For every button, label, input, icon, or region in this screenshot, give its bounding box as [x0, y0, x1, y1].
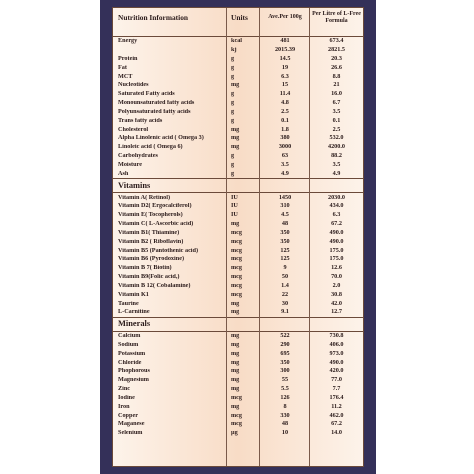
- value-per-100g: 14.5: [279, 55, 291, 62]
- nutrient-unit: mg: [231, 359, 240, 366]
- nutrient-unit: mcg: [231, 412, 242, 419]
- value-per-100g: 3000: [278, 144, 292, 151]
- table-row: [113, 37, 363, 46]
- nutrient-unit: mg: [231, 368, 240, 375]
- nutrient-unit: g: [231, 55, 235, 62]
- table-row: [113, 220, 363, 229]
- nutrient-unit: g: [231, 108, 235, 115]
- nutrient-unit: mcg: [231, 421, 242, 428]
- value-per-litre: 3.5: [332, 161, 341, 168]
- table-row: [113, 308, 363, 317]
- value-per-litre: 434.0: [329, 203, 344, 210]
- value-per-litre: 7.7: [332, 386, 341, 393]
- value-per-100g: 350: [280, 238, 290, 245]
- value-per-100g: 380: [280, 135, 290, 142]
- nutrient-unit: g: [231, 91, 235, 98]
- nutrient-unit: mg: [231, 386, 240, 393]
- value-per-100g: 125: [280, 256, 290, 263]
- table-header: [113, 8, 363, 37]
- nutrient-unit: mcg: [231, 238, 242, 245]
- nutrient-name: Linoleic acid ( Omega 6): [118, 144, 183, 151]
- nutrient-unit: g: [231, 100, 235, 107]
- nutrient-name: Sodium: [118, 341, 139, 348]
- table-row: [113, 429, 363, 438]
- value-per-100g: 6.3: [281, 73, 289, 80]
- nutrient-unit: mcg: [231, 274, 242, 281]
- nutrient-name: Alpha Linolenic acid ( Omega 3): [118, 135, 204, 142]
- nutrient-unit: mg: [231, 309, 240, 316]
- value-per-litre: 175.0: [329, 256, 344, 263]
- value-per-100g: 1450: [278, 194, 292, 201]
- nutrient-unit: g: [231, 161, 235, 168]
- nutrient-name: Phophorous: [118, 368, 150, 375]
- nutrient-name: Fat: [118, 64, 127, 71]
- nutrient-unit: mg: [231, 341, 240, 348]
- section-title: Minerals: [118, 320, 151, 329]
- value-per-litre: 77.0: [331, 377, 342, 384]
- value-per-100g: 290: [280, 341, 290, 348]
- value-per-100g: 22: [281, 291, 289, 298]
- nutrient-name: Saturated Fatty acids: [118, 91, 175, 98]
- nutrient-name: Cholesterol: [118, 126, 149, 133]
- table-row: [113, 411, 363, 420]
- table-row: [113, 420, 363, 429]
- nutrient-name: Trans fatty acids: [118, 117, 163, 124]
- value-per-100g: 330: [280, 412, 290, 419]
- table-row: [113, 99, 363, 108]
- value-per-100g: 48: [281, 421, 289, 428]
- table-row: [113, 385, 363, 394]
- nutrient-name: Vitamin A( Retinol): [118, 194, 171, 201]
- value-per-100g: 481: [280, 38, 290, 45]
- value-per-100g: 9: [283, 265, 287, 272]
- value-per-100g: 2015.39: [274, 47, 296, 54]
- nutrient-name: Vitamin D2( Ergocalciferol): [118, 203, 192, 210]
- value-per-100g: 4.9: [281, 170, 289, 177]
- table-row: [113, 264, 363, 273]
- nutrient-name: Vitamin C( L-Ascorbic acid): [118, 221, 194, 228]
- table-row: [113, 116, 363, 125]
- value-per-100g: 5.5: [281, 386, 289, 393]
- value-per-100g: 350: [280, 359, 290, 366]
- value-per-100g: 3.5: [281, 161, 289, 168]
- section-title: Vitamins: [118, 181, 151, 190]
- column-divider: [226, 8, 227, 466]
- value-per-litre: 21: [333, 82, 340, 89]
- value-per-100g: 300: [280, 368, 290, 375]
- nutrition-table: [112, 7, 364, 467]
- value-per-litre: 26.6: [331, 64, 342, 71]
- value-per-litre: 30.8: [331, 291, 342, 298]
- table-row: [113, 402, 363, 411]
- nutrient-unit: mcg: [231, 229, 242, 236]
- value-per-litre: 6.7: [332, 100, 341, 107]
- table-row: [113, 246, 363, 255]
- value-per-litre: 12.6: [331, 265, 342, 272]
- value-per-100g: 126: [280, 394, 290, 401]
- value-per-litre: 11.2: [331, 403, 342, 410]
- value-per-litre: 70.0: [331, 274, 342, 281]
- table-row: [113, 81, 363, 90]
- nutrient-unit: g: [231, 73, 235, 80]
- nutrient-name: Vitamin B5 (Pantothenic acid): [118, 247, 199, 254]
- table-body: [113, 37, 363, 438]
- section-heading: [113, 317, 363, 332]
- value-per-litre: 2.5: [332, 126, 341, 133]
- nutrient-name: Nucleotides: [118, 82, 149, 89]
- nutrient-unit: mcg: [231, 282, 242, 289]
- nutrient-unit: kj: [231, 47, 237, 54]
- nutrient-name: Energy: [118, 38, 138, 45]
- nutrient-name: Vitamin B2 ( Riboflavin): [118, 238, 184, 245]
- header-value-per-litre: Per Litre of L-Free Formula: [312, 11, 361, 24]
- nutrient-name: Moisture: [118, 161, 142, 168]
- table-row: [113, 332, 363, 341]
- table-row: [113, 290, 363, 299]
- value-per-litre: 673.4: [329, 38, 344, 45]
- value-per-100g: 10: [281, 430, 289, 437]
- value-per-litre: 490.0: [329, 359, 344, 366]
- value-per-100g: 30: [281, 300, 289, 307]
- value-per-100g: 15: [281, 82, 289, 89]
- nutrient-unit: µg: [231, 430, 238, 437]
- table-row: [113, 237, 363, 246]
- table-row: [113, 299, 363, 308]
- value-per-litre: 42.0: [331, 300, 342, 307]
- value-per-litre: 2.0: [332, 282, 341, 289]
- table-row: [113, 193, 363, 202]
- nutrient-name: Polyunsaturated fatty acids: [118, 108, 191, 115]
- nutrient-name: Carbohydrates: [118, 153, 158, 160]
- table-row: [113, 350, 363, 359]
- value-per-100g: 4.8: [281, 100, 289, 107]
- nutrient-name: Maganese: [118, 421, 145, 428]
- table-row: [113, 90, 363, 99]
- value-per-litre: 462.0: [329, 412, 344, 419]
- nutrient-name: Vitamin B9(Folic acid,): [118, 274, 180, 281]
- nutrient-unit: g: [231, 170, 235, 177]
- header-value-per-100g: Ave.Per 100g: [268, 14, 302, 20]
- value-per-litre: 16.0: [331, 91, 342, 98]
- nutrient-name: Copper: [118, 412, 138, 419]
- nutrient-unit: mcg: [231, 291, 242, 298]
- table-row: [113, 341, 363, 350]
- value-per-100g: 350: [280, 229, 290, 236]
- nutrient-name: Vitamin B 12( Cobalamine): [118, 282, 191, 289]
- value-per-litre: 88.2: [331, 153, 342, 160]
- value-per-litre: 532.0: [329, 135, 344, 142]
- nutrient-name: Vitamin B1( Thiamine): [118, 229, 180, 236]
- nutrient-unit: mcg: [231, 265, 242, 272]
- table-row: [113, 367, 363, 376]
- value-per-100g: 2.5: [281, 108, 289, 115]
- value-per-litre: 6.3: [332, 212, 341, 219]
- table-row: [113, 169, 363, 178]
- value-per-100g: 50: [281, 274, 289, 281]
- nutrient-name: Taurine: [118, 300, 139, 307]
- value-per-100g: 55: [281, 377, 289, 384]
- value-per-100g: 4.5: [281, 212, 289, 219]
- nutrient-name: L-Carnitine: [118, 309, 150, 316]
- value-per-litre: 14.0: [331, 430, 342, 437]
- nutrient-unit: mg: [231, 221, 240, 228]
- value-per-100g: 1.8: [281, 126, 289, 133]
- value-per-litre: 973.0: [329, 350, 344, 357]
- table-row: [113, 255, 363, 264]
- nutrient-unit: mcg: [231, 256, 242, 263]
- nutrient-name: Vitamin E( Tocopherols): [118, 212, 183, 219]
- header-name: Nutrition Information: [118, 13, 189, 22]
- nutrient-unit: mg: [231, 135, 240, 142]
- value-per-100g: 695: [280, 350, 290, 357]
- nutrient-name: Vitamin B 7( Biotin): [118, 265, 172, 272]
- table-row: [113, 394, 363, 403]
- table-row: [113, 376, 363, 385]
- value-per-litre: 67.2: [331, 421, 342, 428]
- nutrient-name: Chloride: [118, 359, 142, 366]
- value-per-100g: 19: [281, 64, 289, 71]
- table-row: [113, 211, 363, 220]
- value-per-100g: 522: [280, 333, 290, 340]
- table-row: [113, 273, 363, 282]
- value-per-litre: 175.0: [329, 247, 344, 254]
- nutrient-name: Ash: [118, 170, 129, 177]
- value-per-litre: 176.4: [329, 394, 344, 401]
- table-row: [113, 134, 363, 143]
- section-heading: [113, 178, 363, 193]
- table-row: [113, 152, 363, 161]
- value-per-litre: 0.1: [332, 117, 341, 124]
- nutrient-name: Magnesium: [118, 377, 149, 384]
- value-per-litre: 8.8: [332, 73, 341, 80]
- nutrient-name: Protein: [118, 55, 138, 62]
- nutrient-unit: g: [231, 117, 235, 124]
- value-per-litre: 2030.0: [327, 194, 345, 201]
- value-per-litre: 3.5: [332, 108, 341, 115]
- table-row: [113, 46, 363, 55]
- nutrient-name: Potassium: [118, 350, 146, 357]
- nutrient-name: Selenium: [118, 430, 143, 437]
- header-unit: Units: [231, 13, 248, 22]
- nutrient-unit: mg: [231, 144, 240, 151]
- value-per-litre: 20.3: [331, 55, 342, 62]
- value-per-litre: 730.8: [329, 333, 344, 340]
- table-row: [113, 202, 363, 211]
- nutrient-name: Iodine: [118, 394, 135, 401]
- nutrient-unit: mg: [231, 333, 240, 340]
- value-per-100g: 11.4: [279, 91, 291, 98]
- value-per-litre: 490.0: [329, 229, 344, 236]
- table-row: [113, 143, 363, 152]
- nutrient-name: Zinc: [118, 386, 131, 393]
- column-divider: [309, 8, 310, 466]
- table-row: [113, 108, 363, 117]
- value-per-litre: 67.2: [331, 221, 342, 228]
- value-per-100g: 9.1: [281, 309, 289, 316]
- value-per-litre: 2821.5: [327, 47, 345, 54]
- nutrient-unit: kcal: [231, 38, 243, 45]
- value-per-litre: 4200.0: [327, 144, 345, 151]
- value-per-litre: 490.0: [329, 238, 344, 245]
- nutrient-unit: g: [231, 153, 235, 160]
- table-row: [113, 72, 363, 81]
- nutrient-unit: mg: [231, 350, 240, 357]
- table-row: [113, 161, 363, 170]
- nutrient-unit: mcg: [231, 394, 242, 401]
- nutrient-unit: IU: [231, 194, 238, 201]
- value-per-litre: 420.0: [329, 368, 344, 375]
- table-row: [113, 358, 363, 367]
- table-row: [113, 229, 363, 238]
- table-row: [113, 125, 363, 134]
- nutrient-unit: mcg: [231, 247, 242, 254]
- table-row: [113, 55, 363, 64]
- nutrient-name: Vitamin B6 (Pyrodoxine): [118, 256, 184, 263]
- nutrient-name: MCT: [118, 73, 133, 80]
- nutrient-name: Iron: [118, 403, 130, 410]
- value-per-100g: 125: [280, 247, 290, 254]
- nutrient-unit: mg: [231, 377, 240, 384]
- nutrient-name: Monounsaturated fatty acids: [118, 100, 195, 107]
- value-per-100g: 48: [281, 221, 289, 228]
- nutrient-unit: mg: [231, 300, 240, 307]
- value-per-100g: 63: [281, 153, 289, 160]
- nutrient-unit: IU: [231, 212, 238, 219]
- nutrient-name: Calcium: [118, 333, 141, 340]
- nutrient-unit: IU: [231, 203, 238, 210]
- value-per-100g: 8: [283, 403, 287, 410]
- column-divider: [259, 8, 260, 466]
- value-per-litre: 406.0: [329, 341, 344, 348]
- value-per-100g: 0.1: [281, 117, 289, 124]
- value-per-litre: 4.9: [332, 170, 341, 177]
- table-row: [113, 282, 363, 291]
- nutrient-unit: mg: [231, 126, 240, 133]
- value-per-100g: 1.4: [281, 282, 289, 289]
- nutrient-unit: mg: [231, 82, 240, 89]
- nutrient-unit: mg: [231, 403, 240, 410]
- table-row: [113, 63, 363, 72]
- value-per-litre: 12.7: [331, 309, 342, 316]
- nutrient-name: Vitamin K1: [118, 291, 149, 298]
- value-per-100g: 310: [280, 203, 290, 210]
- nutrient-unit: g: [231, 64, 235, 71]
